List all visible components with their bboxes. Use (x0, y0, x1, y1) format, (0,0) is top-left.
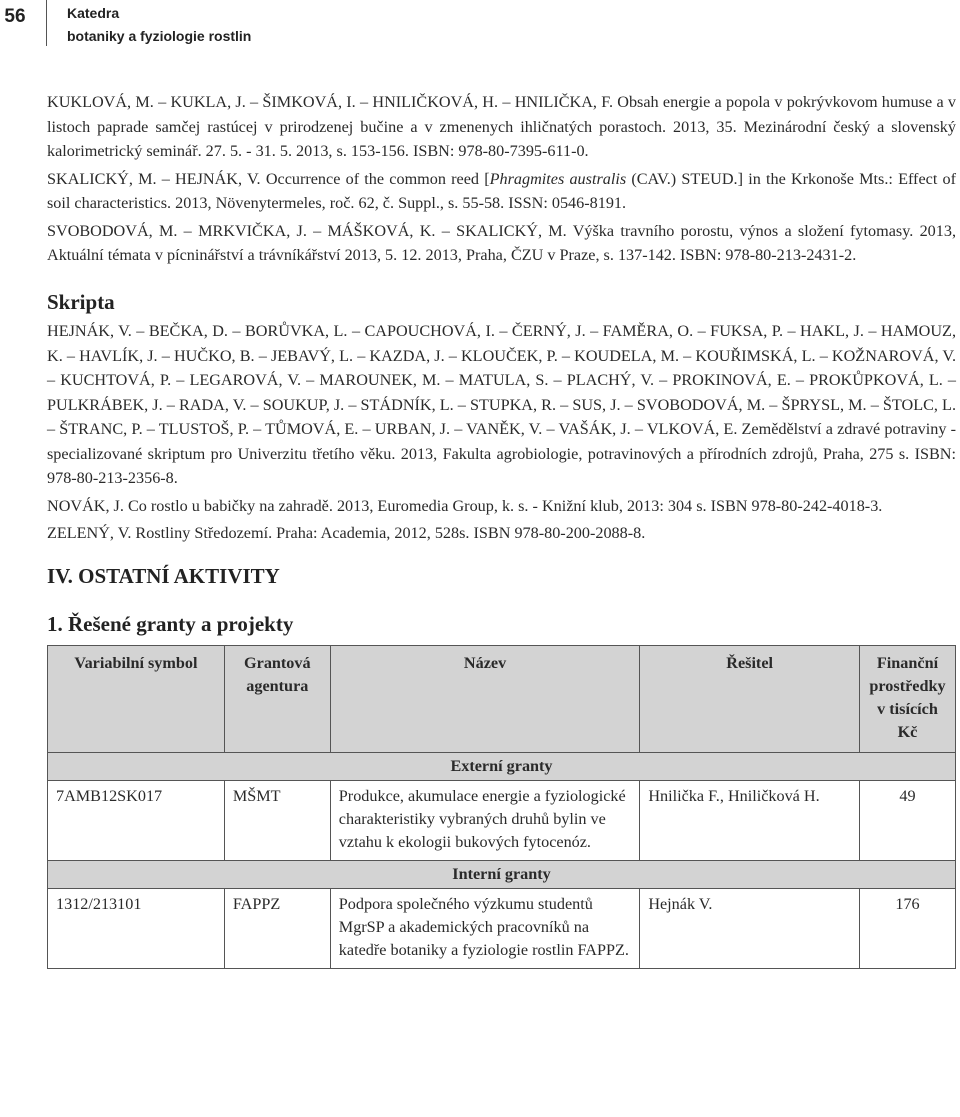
grants-table (47, 645, 956, 969)
table-group-row (48, 752, 956, 780)
cell-symbol: 7AMB12SK017 (48, 780, 225, 860)
table-header-row (48, 645, 956, 752)
reference-entry (47, 167, 956, 216)
table-row (48, 888, 956, 968)
group-label: Interní granty (48, 860, 956, 888)
reference-entry: KUKLOVÁ, M. – KUKLA, J. – ŠIMKOVÁ, I. – HNILIČKOVÁ, H. – HNILIČKA, F. Obsah energie a popola v pokrývkovom humuse a v listoch paprade samčej rastúcej v prirodzenej bučine a v zmenenych ihličnatých porastoch. 2013, 35. Mezinárodní český a slovenský kalorimetrický seminář. 27. 5. - 31. 5. 2013, s. 153-156. ISBN: 978-80-7395-611-0. (47, 93, 956, 160)
header-name: Název (330, 645, 640, 752)
cell-investigator: Hnilička F., Hniličková H. (640, 780, 860, 860)
page-content (47, 90, 956, 969)
reference-text: SKALICKÝ, M. – HEJNÁK, V. Occurrence of the common reed [ (47, 169, 490, 188)
header-funds: Finanční prostředky v tisících Kč (859, 645, 955, 752)
header-agency: Grantová agentura (224, 645, 330, 752)
reference-text: (CAV.) STEUD.] in the Krkonoše Mts.: Effect of soil characteristics. 2013, Növenytermeles, roč. 62, č. Suppl., s. 55-58. ISSN: 0546-8191. (47, 169, 957, 212)
table-row (48, 780, 956, 860)
page-number: 56 (4, 6, 26, 27)
group-label: Externí granty (48, 752, 956, 780)
running-header-line-1: Katedra (67, 5, 120, 21)
cell-symbol: 1312/213101 (48, 888, 225, 968)
reference-entry: SVOBODOVÁ, M. – MRKVIČKA, J. – MÁŠKOVÁ, K. – SKALICKÝ, M. Výška travního porostu, výnos a složení fytomasy. 2013, Aktuální témata v pícninářství a trávníkářství 2013, 5. 12. 2013, Praha, ČZU v Praze, s. 137-142. ISBN: 978-80-213-2431-2. (47, 221, 956, 264)
cell-name: Podpora společného výzkumu studentů MgrSP a akademických pracovníků na katedře botaniky a fyziologie rostlin FAPPZ. (330, 888, 640, 968)
cell-investigator: Hejnák V. (640, 888, 860, 968)
section-heading: IV. OSTATNÍ AKTIVITY (47, 563, 280, 588)
reference-entry: HEJNÁK, V. – BEČKA, D. – BORŮVKA, L. – CAPOUCHOVÁ, I. – ČERNÝ, J. – FAMĚRA, O. – FUKSA, P. – HAKL, J. – HAMOUZ, K. – HAVLÍK, J. – HUČKO, B. – JEBAVÝ, L. – KAZDA, J. – KLOUČEK, P. – KOUDELA, M. – KOUŘIMSKÁ, L. – KOŽNAROVÁ, V. – KUCHTOVÁ, P. – LEGAROVÁ, V. – MAROUNEK, M. – MATULA, S. – PLACHÝ, V. – PROKINOVÁ, E. – PROKŮPKOVÁ, L. – PULKRÁBEK, J. – RADA, V. – SOUKUP, J. – STÁDNÍK, L. – STUPKA, R. – SUS, J. – SVOBODOVÁ, M. – ŠPRYSL, M. – ŠTOLC, L. – ŠTRANC, P. – TLUSTOŠ, P. – TŮMOVÁ, E. – URBAN, J. – VANĚK, V. – VAŠÁK, J. – VLKOVÁ, E. Zemědělství a zdravé potraviny - specializované skriptum pro Univerzitu třetího věku. 2013, Fakulta agrobiologie, potravinových a přírodních zdrojů, Praha, 275 s. ISBN: 978-80-213-2356-8. (47, 322, 956, 487)
header-divider (46, 0, 47, 46)
header-symbol: Variabilní symbol (48, 645, 225, 752)
cell-agency: FAPPZ (224, 888, 330, 968)
skripta-heading: Skripta (47, 289, 115, 314)
table-group-row (48, 860, 956, 888)
running-header-line-2: botaniky a fyziologie rostlin (67, 28, 252, 44)
cell-funds: 49 (859, 780, 955, 860)
cell-funds: 176 (859, 888, 955, 968)
cell-name: Produkce, akumulace energie a fyziologické charakteristiky vybraných druhů bylin ve vztahu k ekologii bukových fytocenóz. (330, 780, 640, 860)
reference-species-name: Phragmites australis (489, 169, 627, 188)
reference-entry: NOVÁK, J. Co rostlo u babičky na zahradě. 2013, Euromedia Group, k. s. - Knižní klub, 2013: 304 s. ISBN 978-80-242-4018-3. (47, 496, 883, 515)
reference-entry: ZELENÝ, V. Rostliny Středozemí. Praha: Academia, 2012, 528s. ISBN 978-80-200-2088-8. (47, 524, 646, 542)
running-header (67, 2, 251, 48)
subsection-heading: 1. Řešené granty a projekty (47, 612, 294, 636)
header-investigator: Řešitel (640, 645, 860, 752)
cell-agency: MŠMT (224, 780, 330, 860)
